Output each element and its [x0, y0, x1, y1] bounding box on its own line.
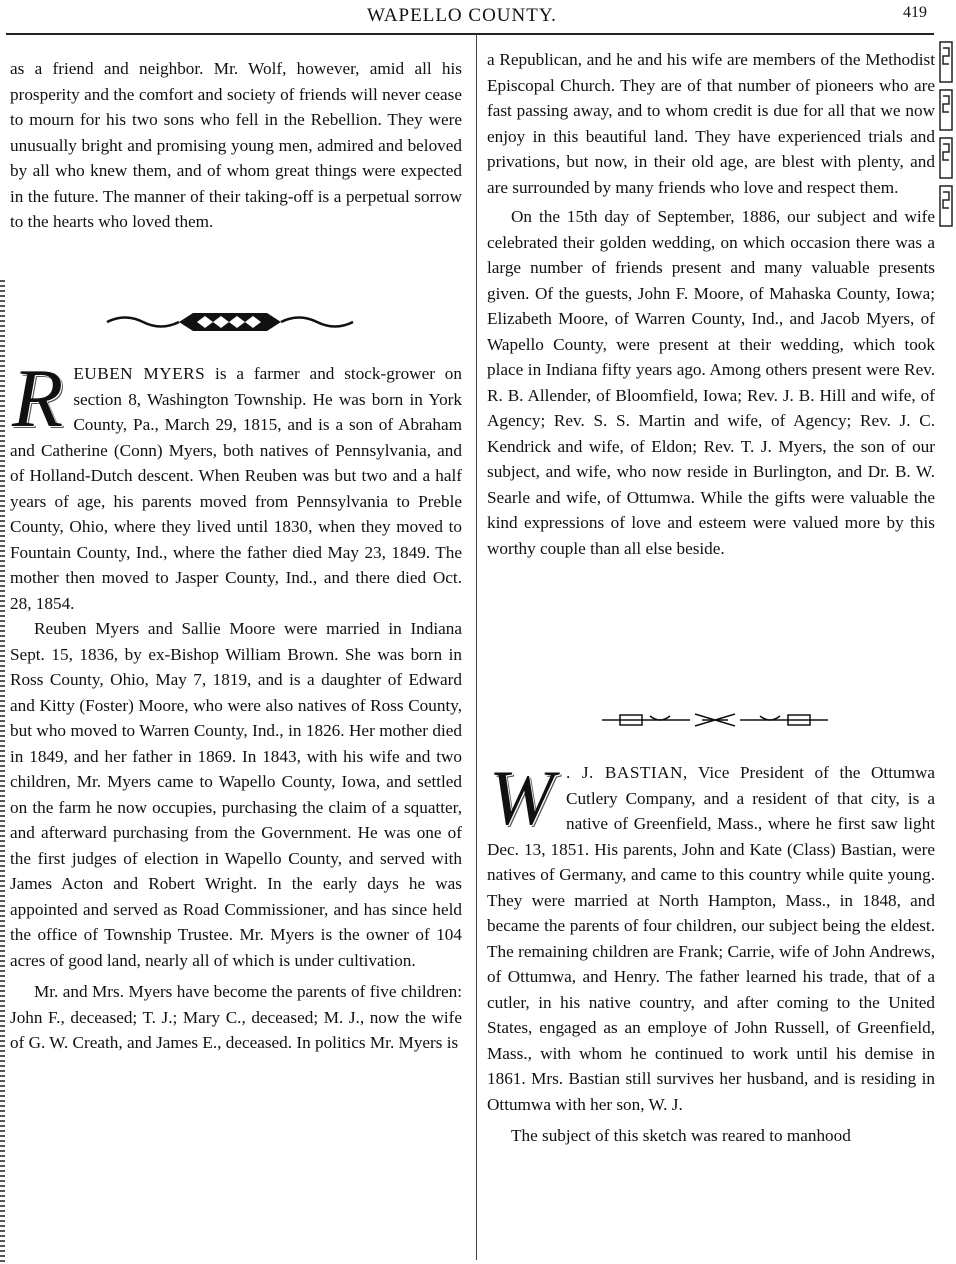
page-number: 419: [903, 4, 927, 21]
myers-para-3: Mr. and Mrs. Myers have become the parents of five children: John F., deceased; T. J.; Mary C., deceased; M. J., now the wife of G. W. Creath, and James E., deceased. In politics Mr. Myers is: [10, 982, 462, 1052]
running-head-title: WAPELLO COUNTY.: [367, 5, 557, 26]
wolf-paragraph-end: as a friend and neighbor. Mr. Wolf, however, amid all his prosperity and the comfort and society of friends will never cease to mourn for his two sons who fell in the Rebellion. They were unusually bright and promising young men, admired and beloved by all who knew them, and of whom great things were expected in the future. The manner of their taking-off is a perpetual sorrow to the hearts who loved them.: [10, 59, 462, 231]
page-header: [0, 0, 956, 30]
myers-bio: [10, 352, 462, 1056]
myers-continuation: a Republican, and he and his wife are members of the Methodist Episcopal Church. They are of that number of pioneers who are fast passing away, and to whom credit is due for all that we now enjoy in this beautiful land. They have experienced trials and privations, but now, in their old age, are blest with plenty, and are surrounded by many friends who love and respect them.: [487, 50, 935, 197]
dropcap-w: W: [489, 754, 554, 841]
myers-name-opening: EUBEN MYERS: [73, 364, 206, 383]
bastian-para-1: [487, 754, 935, 1117]
dropcap-r: R: [12, 352, 64, 445]
myers-para-2: Reuben Myers and Sallie Moore were married in Indiana Sept. 15, 1836, by ex-Bishop William Brown. She was born in Ross County, Ohio, May 7, 1819, and is a daughter of Edward and Kitty (Foster) Moore, who were also natives of Ross County, but who moved to Warren County, Ind., in 1826. Her mother died in 1849, and her father in 1869. In 1843, with his wife and two children, Mr. Myers came to Wapello County, Iowa, and settled on the farm he now occupies, purchasing the claim of a squatter, and afterward purchasing from the Government. He was one of the first judges of election in Wapello County, and served with James Acton and Robert Wright. In the early days he was appointed and served as Road Commissioner, and has since held the office of Township Trustee. Mr. Myers is the owner of 104 acres of good land, nearly all of which is under cultivation.: [10, 619, 462, 970]
myers-para-1-text: is a farmer and stock-grower on section 8, Washington Township. He was born in York County, Pa., March 29, 1815, and is a son of Abraham and Catherine (Conn) Myers, both natives of Pennsylvania, and of Holland-Dutch descent. When Reuben was but two and a half years of age, his parents moved from Pennsylvania to Preble County, Ohio, where they lived until 1830, when they moved to Fountain County, Ind., where the father died May 23, 1849. The mother then moved to Jasper County, Ind., and there died Oct. 28, 1854.: [10, 364, 462, 613]
myers-golden-wedding: On the 15th day of September, 1886, our subject and wife celebrated their golden wedding, on which occasion there was a large number of friends present and many valuable presents given. Of the guests, John F. Moore, of Mahaska County, Iowa; Elizabeth Moore, of Warren County, Ind., and Jacob Myers, of Wapello County, were present at their wedding, which took place in Indiana fifty years ago. Among others present were Rev. R. B. Allender, of Bloomfield, Iowa; Rev. J. B. Hill and wife, of Agency; Rev. S. S. Martin and wife, of Agency; Rev. J. C. Kendrick and wife, of Eldon; Rev. T. J. Myers, the son of our subject, and wife, who now reside in Burlington, and Dr. B. W. Searle and wife, of Ottumwa. While the gifts were valuable the kind expressions of love and esteem were valued more by this worthy couple than all else beside.: [487, 207, 935, 558]
column-divider: [476, 34, 477, 1260]
right-margin-ornament: [938, 40, 954, 230]
right-column-myers: [487, 47, 935, 561]
section-divider-ornament: [105, 311, 355, 333]
left-margin-scan-edge: [0, 280, 5, 1264]
bastian-name-opening: . J. BASTIAN,: [565, 763, 688, 782]
section-divider-ornament-2: [600, 712, 830, 728]
bastian-bio: [487, 754, 935, 1149]
header-rule: [6, 33, 934, 35]
bastian-para-1-text: Vice President of the Ottumwa Cutlery Company, and a resident of that city, is a native of Greenfield, Mass., where he first saw light Dec. 13, 1851. His parents, John and Kate (Class) Bastian, were natives of Germany, and came to this country while quite young. They were married at North Hampton, Mass., in 1848, and became the parents of four children, our subject being the eldest. The remaining children are Frank; Carrie, wife of John Andrews, of Ottumwa, and Henry. The father learned his trade, that of a cutler, in his native country, and after coming to the United States, engaged as an employe of John Russell, of Greenfield, Mass., with whom he continued to work until his demise in 1861. Mrs. Bastian still survives her husband, and is residing in Ottumwa with her son, W. J.: [487, 763, 935, 1114]
bastian-para-2: The subject of this sketch was reared to manhood: [511, 1126, 851, 1145]
left-column: [10, 56, 462, 235]
myers-para-1: [10, 352, 462, 616]
